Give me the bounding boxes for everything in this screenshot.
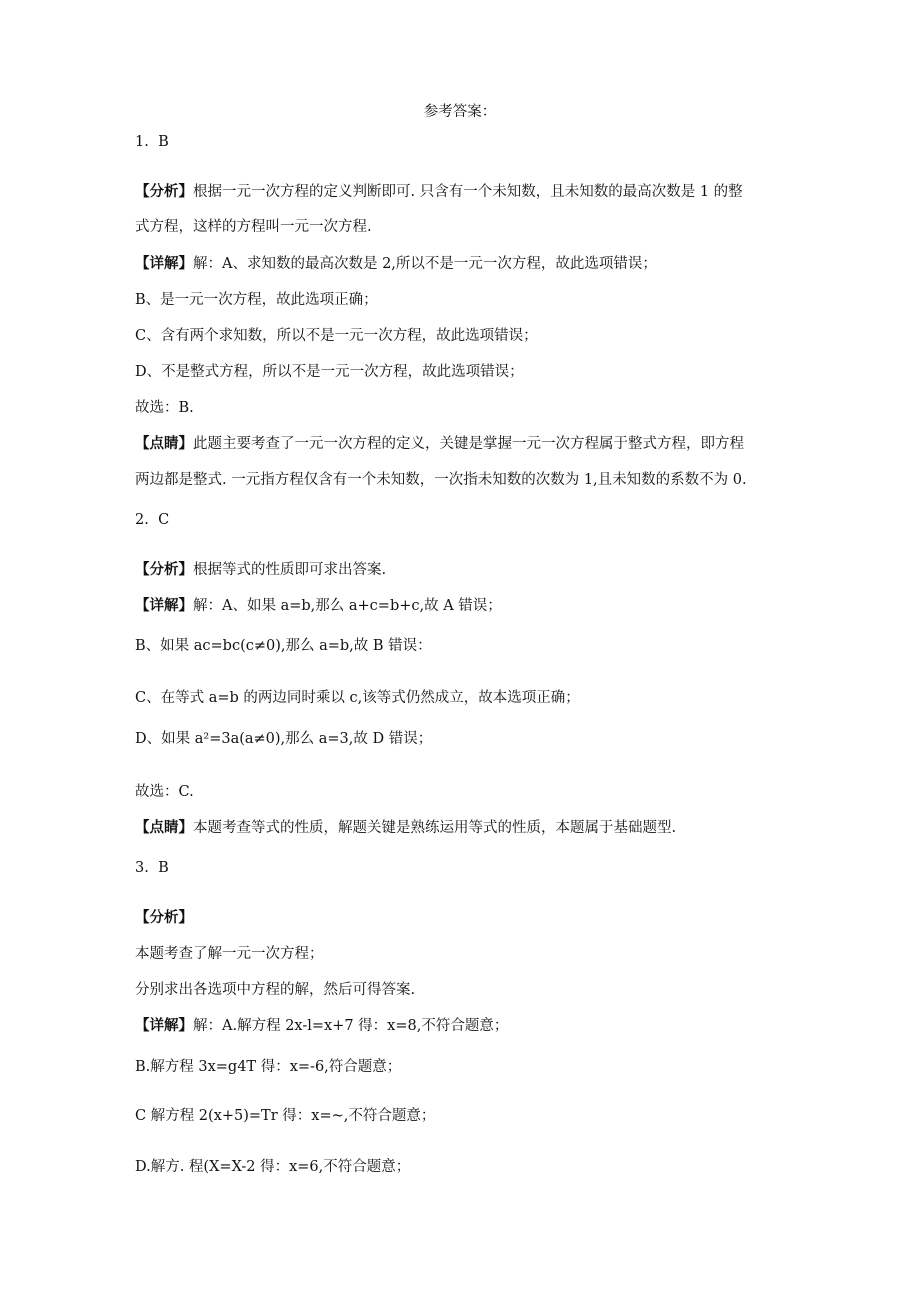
- q1-comment-line2: 两边都是整式. 一元指方程仅含有一个未知数，一次指未知数的次数为 1,且未知数的系数不为 0.: [135, 472, 747, 488]
- q1-detail-label: 【详解】: [135, 255, 193, 272]
- q1-comment-label: 【点睛】: [135, 435, 193, 452]
- q2-comment-line1: 【点睛】本题考查等式的性质，解题关键是熟练运用等式的性质，本题属于基础题型.: [135, 819, 677, 836]
- q1-analysis-label: 【分析】: [135, 183, 193, 200]
- q3-detail-c: C 解方程 2(x+5)=Tr 得：x=~,不符合题意；: [135, 1108, 436, 1124]
- q2-comment-label: 【点睛】: [135, 819, 193, 836]
- q1-detail-b: B、是一元一次方程，故此选项正确；: [135, 292, 378, 308]
- q2-detail-d: D、如果 a²=3a(a≠0),那么 a=3,故 D 错误；: [135, 731, 433, 747]
- q3-detail-a: 【详解】解：A.解方程 2x-l=x+7 得：x=8,不符合题意；: [135, 1017, 509, 1034]
- q3-analysis-line1: 本题考查了解一元一次方程；: [135, 946, 324, 962]
- q2-choice: 故选：C.: [135, 784, 194, 800]
- q2-header: [135, 510, 169, 530]
- q3-analysis-label: 【分析】: [135, 909, 193, 926]
- q2-detail-b: B、如果 ac=bc(c≠0),那么 a=b,故 B 错误：: [135, 638, 432, 654]
- q2-detail-a: 【详解】解：A、如果 a=b,那么 a+c=b+c,故 A 错误；: [135, 597, 502, 614]
- q1-analysis-line2: 式方程，这样的方程叫一元一次方程.: [135, 219, 372, 235]
- q3-analysis-line2: 分别求出各选项中方程的解，然后可得答案.: [135, 982, 416, 998]
- q2-detail-label: 【详解】: [135, 597, 193, 614]
- page-title: 参考答案：: [423, 104, 497, 120]
- q2-detail-c: C、在等式 a=b 的两边同时乘以 c,该等式仍然成立，故本选项正确；: [135, 690, 580, 706]
- q3-number: 3.: [135, 860, 149, 876]
- q1-detail-c: C、含有两个求知数，所以不是一元一次方程，故此选项错误；: [135, 328, 538, 344]
- q2-analysis-label: 【分析】: [135, 561, 193, 578]
- q3-answer: B: [158, 860, 169, 876]
- q3-header: [135, 858, 169, 878]
- q3-detail-label: 【详解】: [135, 1017, 193, 1034]
- q1-comment-line1: 【点睛】此题主要考查了一元一次方程的定义，关键是掌握一元一次方程属于整式方程，即方程: [135, 435, 744, 452]
- q2-answer: C: [158, 512, 170, 528]
- q1-analysis-line1: 【分析】根据一元一次方程的定义判断即可. 只含有一个未知数，且未知数的最高次数是 1 的整: [135, 183, 743, 200]
- q1-answer: B: [158, 134, 169, 150]
- q1-detail-a: 【详解】解：A、求知数的最高次数是 2,所以不是一元一次方程，故此选项错误；: [135, 255, 657, 272]
- q3-detail-b: B.解方程 3x=g4T 得：x=-6,符合题意；: [135, 1059, 402, 1075]
- q3-detail-d: D.解方. 程(X=X-2 得：x=6,不符合题意；: [135, 1159, 411, 1175]
- q1-detail-d: D、不是整式方程，所以不是一元一次方程，故此选项错误；: [135, 364, 524, 380]
- q1-choice: 故选：B.: [135, 400, 194, 416]
- q1-number: 1.: [135, 134, 149, 150]
- q2-number: 2.: [135, 512, 149, 528]
- q1-header: [135, 132, 169, 152]
- q2-analysis-line1: 【分析】根据等式的性质即可求出答案.: [135, 561, 387, 578]
